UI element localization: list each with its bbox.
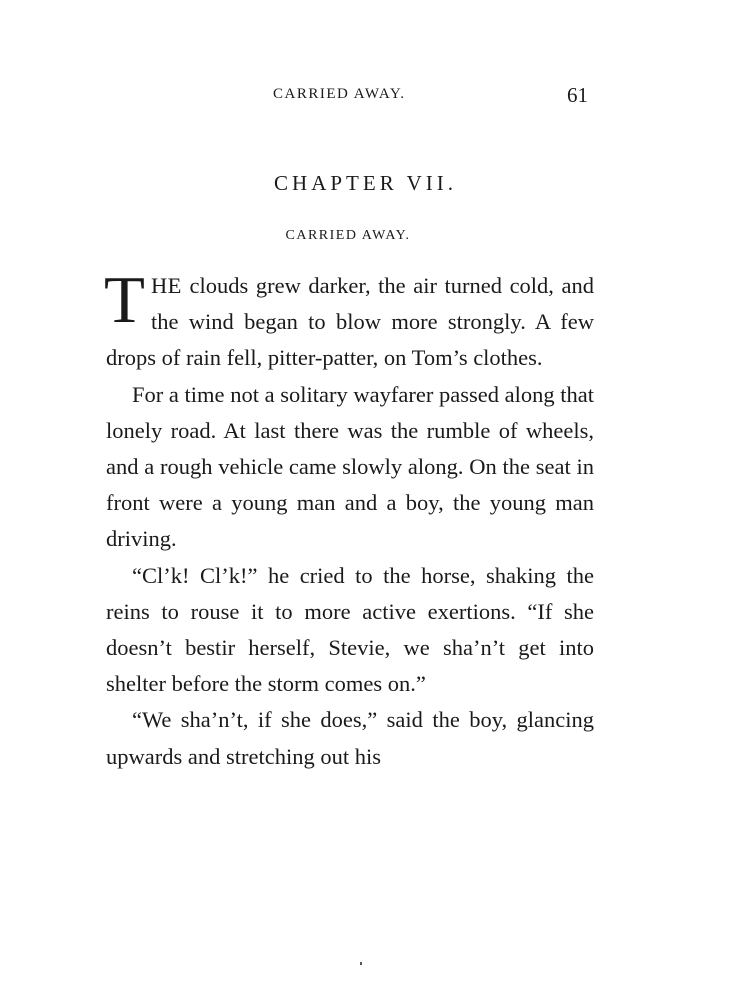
page-number: 61 xyxy=(567,83,588,107)
drop-cap: T xyxy=(104,263,145,337)
chapter-heading: CHAPTER VII. xyxy=(274,171,457,195)
running-title: CARRIED AWAY. xyxy=(273,86,406,102)
running-head xyxy=(0,83,731,110)
paragraph-1 xyxy=(104,263,594,377)
paragraph-4: “We sha’n’t, if she does,” said the boy, glancing upwards and stretching out his xyxy=(106,707,594,769)
body-text xyxy=(104,263,594,775)
ink-speck xyxy=(360,962,362,965)
lead-word: HE xyxy=(150,273,182,298)
chapter-subtitle: CARRIED AWAY. xyxy=(285,228,411,243)
paragraph-1-text: clouds grew darker, the air turned cold, and the wind began to blow more strongly. A few drops of rain fell, pitter-patter, on Tom’s clothes. xyxy=(106,273,594,371)
paragraph-3: “Cl’k! Cl’k!” he cried to the horse, shaking the reins to rouse it to more active exertions. “If she doesn’t bestir herself, Stevie, we sha’n’t get into shelter before the storm comes on.” xyxy=(106,562,594,697)
paragraph-2: For a time not a solitary wayfarer passed along that lonely road. At last there was the rumble of wheels, and a rough vehicle came slowly along. On the seat in front were a young man and a boy, the young man driving. xyxy=(106,381,594,552)
